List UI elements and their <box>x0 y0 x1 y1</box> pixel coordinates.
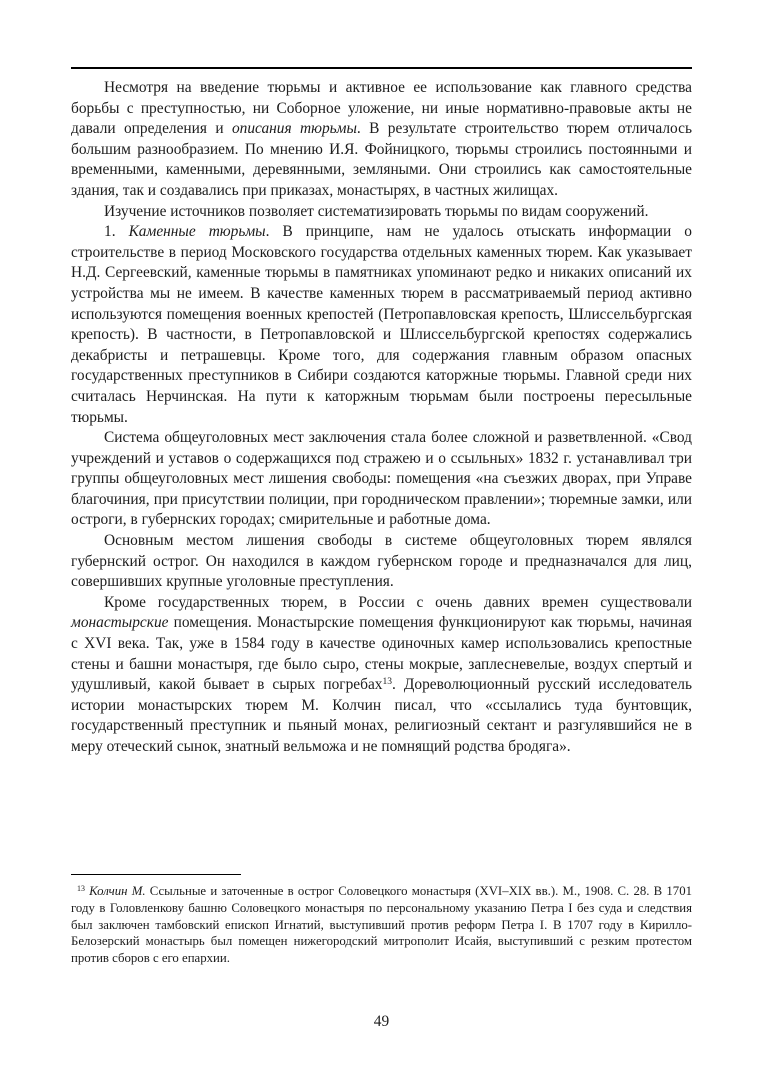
footnote-body: Ссыльные и заточенные в острог Соловецкого монастыря (XVI–XIX вв.). М., 1908. С. 28. В 1701 году в Головленкову башню Соловецкого монастыря по персональному указанию Петра I без суда и следствия был заключен тамбовский епископ Игнатий, выступивший против реформ Петра I. В 1707 году в Кирилло-Белозерский монастырь был помещен нижегородский митрополит Исайя, выступивший с резким протестом против сборов с его епархии. <box>71 884 692 966</box>
paragraph-emphasis: Каменные тюрьмы <box>128 223 266 241</box>
page-number: 49 <box>373 1013 390 1030</box>
paragraph-text: Несмотря на введение тюрьмы и активное ее использование как главного средства борьбы с преступностью, ни Соборное уложение, ни иные нормативно-правовые акты не давали определения и <box>71 79 692 138</box>
paragraph-5: Основным местом лишения свободы в системе общеуголовных тюрем являлся губернский острог. Он находился в каждом губернском городе и предназначался для лиц, совершивших крупные уголовные преступления. <box>71 532 692 591</box>
paragraph-text: . В результате строительство тюрем отличалось большим разнообразием. По мнению И.Я. Фойницкого, тюрьмы строились постоянными и временными, каменными, деревянными, земляными. Они строились как самостоятельные здания, так и создавались при приказах, монастырях, в частных жилищах. <box>71 120 692 199</box>
footnote-text <box>71 883 692 967</box>
paragraph-2: Изучение источников позволяет систематизировать тюрьмы по видам сооружений. <box>104 202 649 220</box>
paragraph-text: . Дореволюционный русский исследователь истории монастырских тюрем М. Колчин писал, что «ссылались туда бунтовщик, государственный преступник и пьяный монах, религиозный сектант и разгулявшийся не в меру отеческий сынок, знатный вельможа и не помнящий родства бродяга». <box>71 676 693 755</box>
header-rule <box>71 67 692 69</box>
paragraph-text: . В принципе, нам не удалось отыскать информации о строительстве в период Московского государства отдельных каменных тюрем. Как указывает Н.Д. Сергеевский, каменные тюрьмы в памятниках упоминают редко и никаких описаний их устройства мы не имеем. В качестве каменных тюрем в рассматриваемый период активно используются помещения военных крепостей (Петропавловская крепость, Шлиссельбургская крепость). В частности, в Петропавловской и Шлиссельбургской крепостях содержались декабристы и петрашевцы. Кроме того, для содержания главным образом опасных государственных преступников в Сибири создаются каторжные тюрьмы. Главной среди них считалась Нерчинская. На пути к каторжным тюрьмам были построены пересыльные тюрьмы. <box>71 223 692 426</box>
paragraph-emphasis: монастырские <box>71 614 169 632</box>
paragraph-text: помещения. Монастырские помещения функционируют как тюрьмы, начиная с XVI века. Так, уже в 1584 году в качестве одиночных камер использовались крепостные стены и башни монастыря, где было сыро, стены мокрые, заплесневелые, воздух спертый и удушливый, какой бывает в сырых погребах <box>71 614 692 694</box>
footnote <box>71 874 692 967</box>
paragraph-3 <box>71 222 692 428</box>
paragraph-6 <box>71 593 692 758</box>
footnote-reference: 13 <box>382 675 393 687</box>
paragraph-4: Система общеуголовных мест заключения стала более сложной и разветвленной. «Свод учреждений и уставов о содержащихся под стражею и о ссыльных» 1832 г. устанавливал три группы общеуголовных мест лишения свободы: помещения «на съезжих дворах, при Управе благочиния, при присутствии полиции, при городническом правлении»; тюремные замки, или остроги, в губернских городах; смирительные и работные дома. <box>71 429 692 529</box>
footnote-author: Колчин М. <box>89 884 146 898</box>
paragraph-text: Кроме государственных тюрем, в России с очень давних времен существовали <box>104 593 692 611</box>
footnote-marker: 13 <box>77 883 85 893</box>
list-number: 1. <box>104 223 129 241</box>
body-text <box>71 78 692 758</box>
paragraph-1 <box>71 78 692 202</box>
paragraph-emphasis: описания тюрьмы <box>231 120 357 138</box>
footnote-separator <box>71 874 241 875</box>
